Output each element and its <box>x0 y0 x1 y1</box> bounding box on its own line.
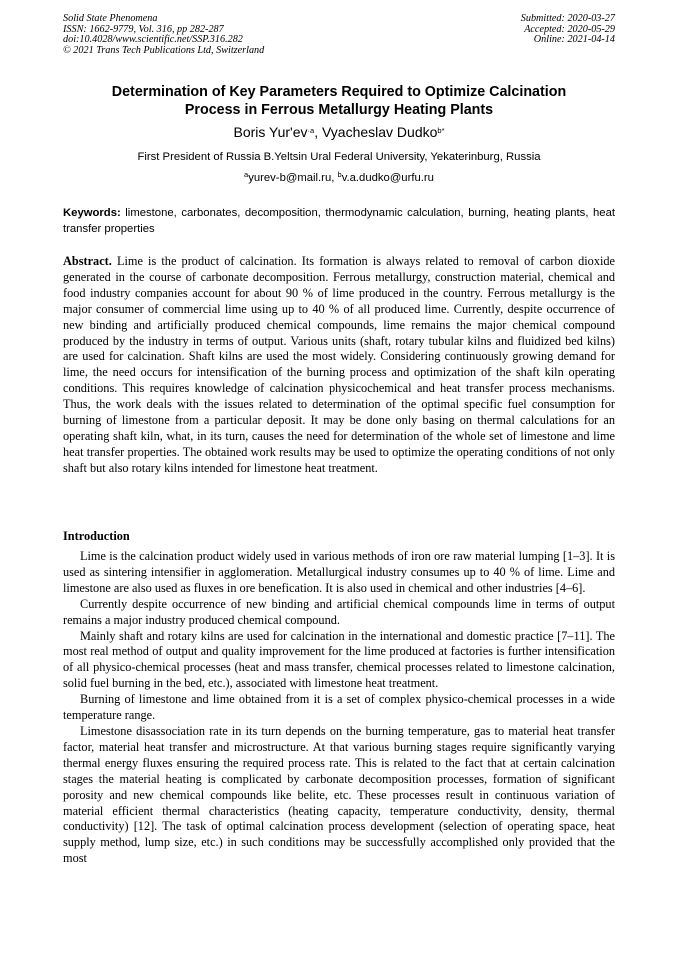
keywords-block <box>63 206 615 237</box>
copyright-line: © 2021 Trans Tech Publications Ltd, Switzerland <box>63 44 265 56</box>
author-separator: , <box>314 124 322 140</box>
accepted-date: Accepted: 2020-05-29 <box>524 23 615 35</box>
journal-header-right <box>521 14 615 46</box>
abstract-block <box>63 254 615 477</box>
author-list <box>63 123 615 141</box>
email-separator: , <box>331 172 338 184</box>
online-date: Online: 2021-04-14 <box>533 34 615 46</box>
email-b-mark: b <box>337 170 342 179</box>
intro-paragraph: Limestone disassociation rate in its turn depends on the burning temperature, gas to material heat transfer factor, material heat transfer and microstructure. At that various burning stages require significantly varying thermal energy fluxes ensuring the required process rate. This is related to the fact that at certain calcination stages the material heating is complicated by carbonate decomposition processes, formation of significant porosity and new chemical compounds like belite, etc. These processes result in continuous variation of material efficient thermal characteristics (heating capacity, temperature conductivity, density, thermal conductivity) [12]. The task of optimal calcination process development (selection of operating space, heat supply method, lump size, etc.) in such conditions may be successfully accomplished only provided that the most <box>63 723 615 866</box>
title-line-1: Determination of Key Parameters Required to Optimize Calcination <box>111 84 567 100</box>
journal-header-left <box>63 14 264 56</box>
abstract-label: Abstract. <box>63 254 112 268</box>
abstract-text: Lime is the product of calcination. Its formation is always related to removal of carbon dioxide generated in the course of carbonate decomposition. Ferrous metallurgy, construction material, chemical and food industry companies account for about 90 % of lime produced in the country. Ferrous metallurgy is the major consumer of commercial lime using up to 40 % of all produced lime. Currently, despite occurrence of new binding and artificially produced chemical compounds, lime remains the major chemical compound produced by the industry in terms of output. Various units (shaft, rotary tubular kilns and fluidized bed kilns) are used for calcination. Shaft kilns are used the most widely. Considering continuously growing demand for lime, the need occurs for intensification of the burning process and optimization of the shaft kiln operating conditions. This requires knowledge of calcination physicochemical and heat transfer process mechanisms. Thus, the work deals with the issues related to determination of the optimal specific fuel consumption for burning of limestone from a particular deposit. It may be done only basing on thermal calculations for an operating shaft kiln, what, in its turn, causes the need for determination of the whole set of limestone and lime heat transfer properties. The obtained work results may be used to optimize the operating conditions of not only shaft but also rotary kilns intended for limestone heat treatment. <box>63 254 615 475</box>
author-2: Vyacheslav Dudko <box>321 124 438 140</box>
email-a[interactable]: yurev-b@mail.ru <box>248 172 332 184</box>
keywords-label: Keywords: <box>63 207 121 219</box>
keywords-text: limestone, carbonates, decomposition, thermodynamic calculation, burning, heating plants, heat transfer properties <box>63 207 615 235</box>
intro-paragraph: Burning of limestone and lime obtained from it is a set of complex physico-chemical processes in a wide temperature range. <box>63 692 615 723</box>
intro-paragraph: Currently despite occurrence of new binding and artificial chemical compounds lime in terms of output remains a major industry produced chemical compound. <box>63 596 615 627</box>
author-1: Boris Yur'ev <box>233 124 308 140</box>
introduction-body <box>63 549 615 867</box>
intro-paragraph: Lime is the calcination product widely used in various methods of iron ore raw material lumping [1–3]. It is used as sintering intensifier in agglomeration. Metallurgical industry consumes up to 40 % of lime. Lime and limestone are also used as fluxes in ore benefication. It is also used in chemical and other industries [4–6]. <box>63 549 615 595</box>
email-b[interactable]: v.a.dudko@urfu.ru <box>341 172 434 184</box>
author-emails <box>63 171 615 185</box>
affiliation: First President of Russia B.Yeltsin Ural Federal University, Yekaterinburg, Russia <box>137 151 541 163</box>
author-2-affil-mark: b* <box>437 126 445 135</box>
intro-paragraph: Mainly shaft and rotary kilns are used for calcination in the international and domestic practice [7–11]. The most real method of output and quality improvement for the lime produced at factories is further intensification of all physico-chemical processes (heat and mass transfer, chemical processes related to limestone calcination, solid fuel burning in the bed, etc.), associated with limestone heat treatment. <box>63 628 615 691</box>
paper-title <box>63 83 615 119</box>
author-1-affil-mark: ·a <box>307 126 315 135</box>
submitted-date: Submitted: 2020-03-27 <box>520 13 615 24</box>
issn-line: ISSN: 1662-9779, Vol. 316, pp 282-287 <box>63 23 224 35</box>
journal-name: Solid State Phenomena <box>63 13 158 24</box>
title-line-2: Process in Ferrous Metallurgy Heating Plants <box>184 102 494 118</box>
email-a-mark: a <box>244 170 249 179</box>
introduction-heading: Introduction <box>63 529 130 543</box>
doi-line: doi:10.4028/www.scientific.net/SSP.316.282 <box>63 34 243 46</box>
